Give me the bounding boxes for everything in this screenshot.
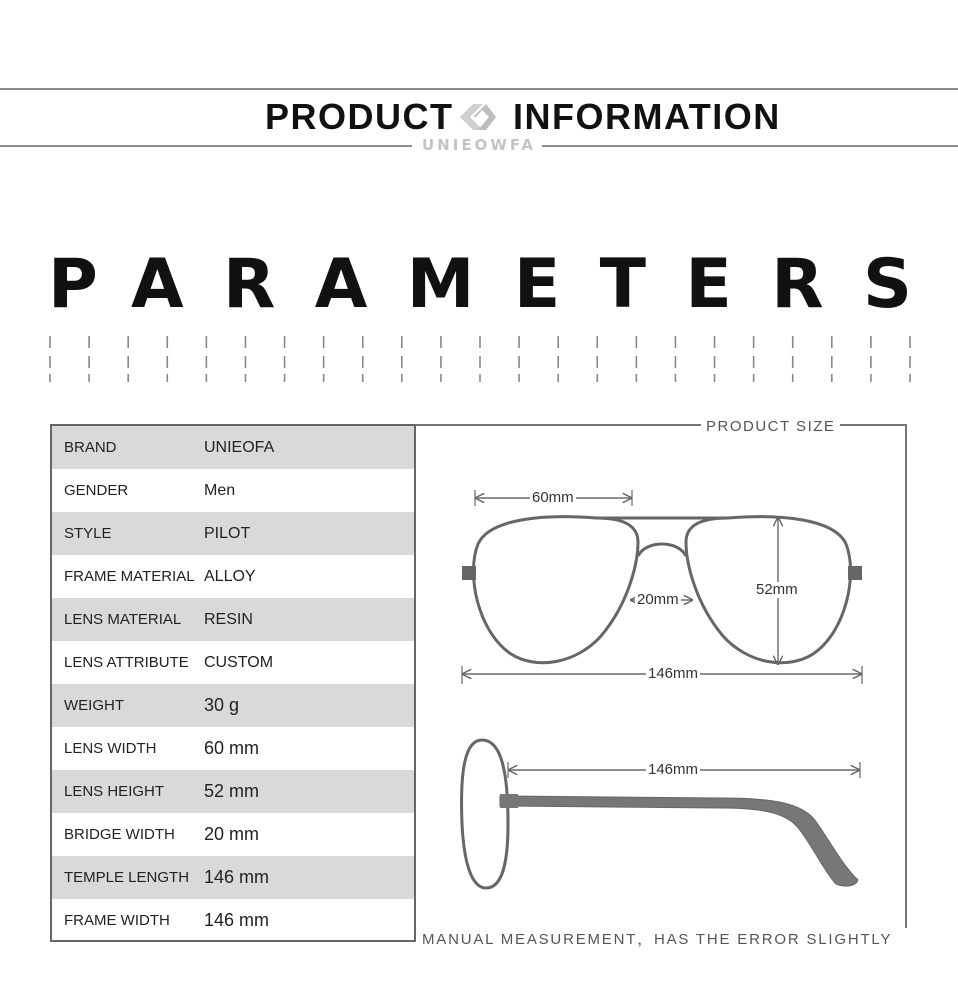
spec-label: WEIGHT xyxy=(64,697,124,714)
spec-row xyxy=(52,598,414,641)
spec-label: LENS ATTRIBUTE xyxy=(64,654,189,671)
spec-value: Men xyxy=(204,482,236,499)
spec-row xyxy=(52,899,414,942)
spec-value: 30 g xyxy=(204,695,240,715)
spec-row xyxy=(52,641,414,684)
frame-width-label: 146mm xyxy=(648,665,699,682)
spec-value: 146 mm xyxy=(204,910,270,930)
lens-width-label: 60mm xyxy=(532,489,574,506)
hinge-side xyxy=(500,794,518,808)
spec-label: TEMPLE LENGTH xyxy=(64,869,190,886)
spec-label: GENDER xyxy=(64,482,129,499)
temple-length-label: 146mm xyxy=(648,761,699,778)
spec-table xyxy=(50,424,416,942)
parameters-headline xyxy=(48,247,912,317)
spec-value: PILOT xyxy=(204,525,251,542)
spec-row xyxy=(52,684,414,727)
spec-label: LENS HEIGHT xyxy=(64,783,165,800)
spec-value: 60 mm xyxy=(204,738,260,758)
spec-row xyxy=(52,770,414,813)
side-lens xyxy=(462,740,508,888)
bottom-rule-left xyxy=(0,145,412,147)
spec-row xyxy=(52,813,414,856)
bridge xyxy=(638,544,686,556)
spec-label: LENS MATERIAL xyxy=(64,611,182,628)
spec-row xyxy=(52,856,414,899)
measurement-footnote: MANUAL MEASUREMENT，HAS THE ERROR SLIGHTLY xyxy=(422,931,893,948)
dimension-lines xyxy=(462,490,862,778)
product-size-title: PRODUCT SIZE xyxy=(701,418,840,435)
spec-row xyxy=(52,426,414,469)
top-rule xyxy=(0,88,958,90)
bottom-rule-right xyxy=(542,145,958,147)
side-view-glasses xyxy=(462,740,508,888)
lens-height-label: 52mm xyxy=(756,581,798,598)
spec-row xyxy=(52,512,414,555)
brand-logo-icon xyxy=(456,100,500,134)
spec-label: BRIDGE WIDTH xyxy=(64,826,175,843)
spec-row xyxy=(52,469,414,512)
product-size-panel xyxy=(416,418,908,942)
bridge-width-label: 20mm xyxy=(637,591,679,608)
size-diagram xyxy=(416,424,908,942)
spec-label: FRAME WIDTH xyxy=(64,912,170,929)
brand-subtitle: UNIEOWFA xyxy=(422,136,536,154)
spec-row xyxy=(52,555,414,598)
spec-row xyxy=(52,727,414,770)
decorative-ticks xyxy=(48,336,912,386)
header-title-right: INFORMATION xyxy=(513,96,781,137)
right-hinge xyxy=(848,566,862,580)
header-title-left: PRODUCT xyxy=(265,96,454,137)
spec-value: 20 mm xyxy=(204,824,260,844)
spec-value: 146 mm xyxy=(204,867,270,887)
spec-value: ALLOY xyxy=(204,568,256,585)
spec-label: STYLE xyxy=(64,525,112,542)
temple-arm xyxy=(500,796,858,886)
spec-label: FRAME MATERIAL xyxy=(64,568,195,585)
spec-value: UNIEOFA xyxy=(204,439,275,456)
spec-label: LENS WIDTH xyxy=(64,740,157,757)
left-lens xyxy=(473,517,638,663)
left-hinge xyxy=(462,566,476,580)
spec-value: 52 mm xyxy=(204,781,260,801)
parameters-text: PARAMETERS xyxy=(48,247,912,317)
spec-label: BRAND xyxy=(64,439,117,456)
spec-value: RESIN xyxy=(204,611,253,628)
spec-value: CUSTOM xyxy=(204,654,274,671)
